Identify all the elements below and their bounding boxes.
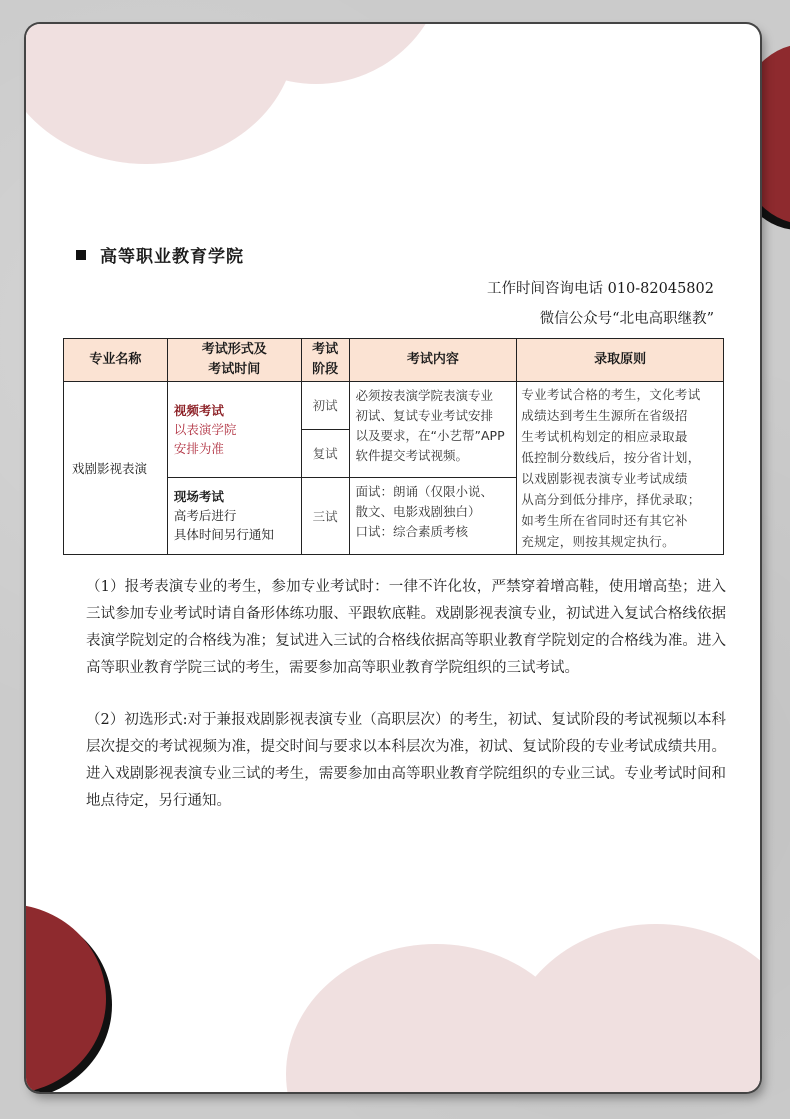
onsite-exam-title: 现场考试: [173, 489, 224, 505]
table-header-row: [64, 339, 724, 382]
video-exam-cell: [167, 382, 301, 478]
paragraph-1: （1）报考表演专业的考生，参加专业考试时：一律不许化妆，严禁穿着增高鞋，使用增高垫；进入三试参加专业考试时请自备形体练功服、平跟软底鞋。戏剧影视表演专业，初试进入复试合格线依据表演学院划定的合格线为准；复试进入三试的合格线依据高等职业教育学院划定的合格线为准。进入高等职业教育学院三试的考生，需要参加高等职业教育学院组织的三试考试。: [86, 579, 726, 676]
exam-table: [63, 338, 724, 555]
section-title: 高等职业教育学院: [100, 247, 244, 267]
principle-line: 成绩达到考生生源所在省级招: [521, 408, 688, 423]
header-form: [167, 339, 301, 382]
admission-principle: [517, 382, 724, 555]
video-exam-title: 视频考试: [173, 402, 224, 418]
onsite-exam-cell: [167, 477, 301, 554]
onsite-exam-line1: 高考后进行: [173, 508, 237, 524]
table-row: [64, 382, 724, 430]
principle-line: 充规定，则按其规定执行。: [521, 534, 675, 549]
principle-line: 如考生所在省同时还有其它补: [521, 513, 688, 528]
document-page: [26, 24, 760, 1092]
stage-first: 初试: [301, 382, 349, 430]
onsite-content-line: 口试：综合素质考核: [355, 523, 469, 539]
video-content-line: 以及要求，在“小艺帮”APP: [355, 428, 505, 443]
stage-second: 复试: [301, 429, 349, 477]
square-bullet-icon: [76, 250, 86, 260]
header-content: 考试内容: [349, 339, 517, 382]
principle-line: 生考试机构划定的相应录取最: [521, 429, 688, 444]
header-major: 专业名称: [64, 339, 168, 382]
contact-phone: 工作时间咨询电话 010-82045802: [487, 281, 714, 297]
principle-line: 低控制分数线后，按分省计划，: [521, 450, 701, 465]
video-content: [349, 382, 517, 478]
header-form-line2: 考试时间: [208, 362, 261, 377]
header-principle: 录取原则: [517, 339, 724, 382]
video-content-line: 初试、复试专业考试安排: [355, 408, 494, 423]
onsite-exam-line2: 具体时间另行通知: [173, 527, 274, 543]
video-exam-line1: 以表演学院: [173, 421, 237, 437]
header-form-line1: 考试形式及: [201, 342, 267, 357]
header-stage-line1: 考试: [312, 342, 339, 357]
principle-line: 以戏剧影视表演专业考试成绩: [521, 471, 688, 486]
section-heading: [76, 242, 244, 267]
stage-third: 三试: [301, 477, 349, 554]
paragraph-2: （2）初选形式:对于兼报戏剧影视表演专业（高职层次）的考生，初试、复试阶段的考试视频以本科层次提交的考试视频为准，提交时间与要求以本科层次为准，初试、复试阶段的专业考试成绩共用。进入戏剧影视表演专业三试的考生，需要参加由高等职业教育学院组织的专业三试。专业考试时间和地点待定，另行通知。: [86, 712, 726, 809]
decorative-circle-left: [26, 904, 106, 1092]
onsite-content: [349, 477, 517, 554]
video-content-line: 必须按表演学院表演专业: [355, 388, 494, 403]
contact-wechat: 微信公众号“北电高职继教”: [539, 311, 714, 327]
major-name: 戏剧影视表演: [64, 382, 168, 555]
video-exam-line2: 安排为准: [173, 440, 224, 456]
principle-line: 从高分到低分排序，择优录取；: [521, 492, 701, 507]
header-stage-line2: 阶段: [312, 362, 339, 377]
header-stage: [301, 339, 349, 382]
onsite-content-line: 散文、电影戏剧独白）: [355, 503, 481, 519]
onsite-content-line: 面试：朗诵（仅限小说、: [355, 483, 494, 499]
principle-line: 专业考试合格的考生，文化考试: [521, 387, 701, 402]
video-content-line: 软件提交考试视频。: [355, 448, 469, 463]
